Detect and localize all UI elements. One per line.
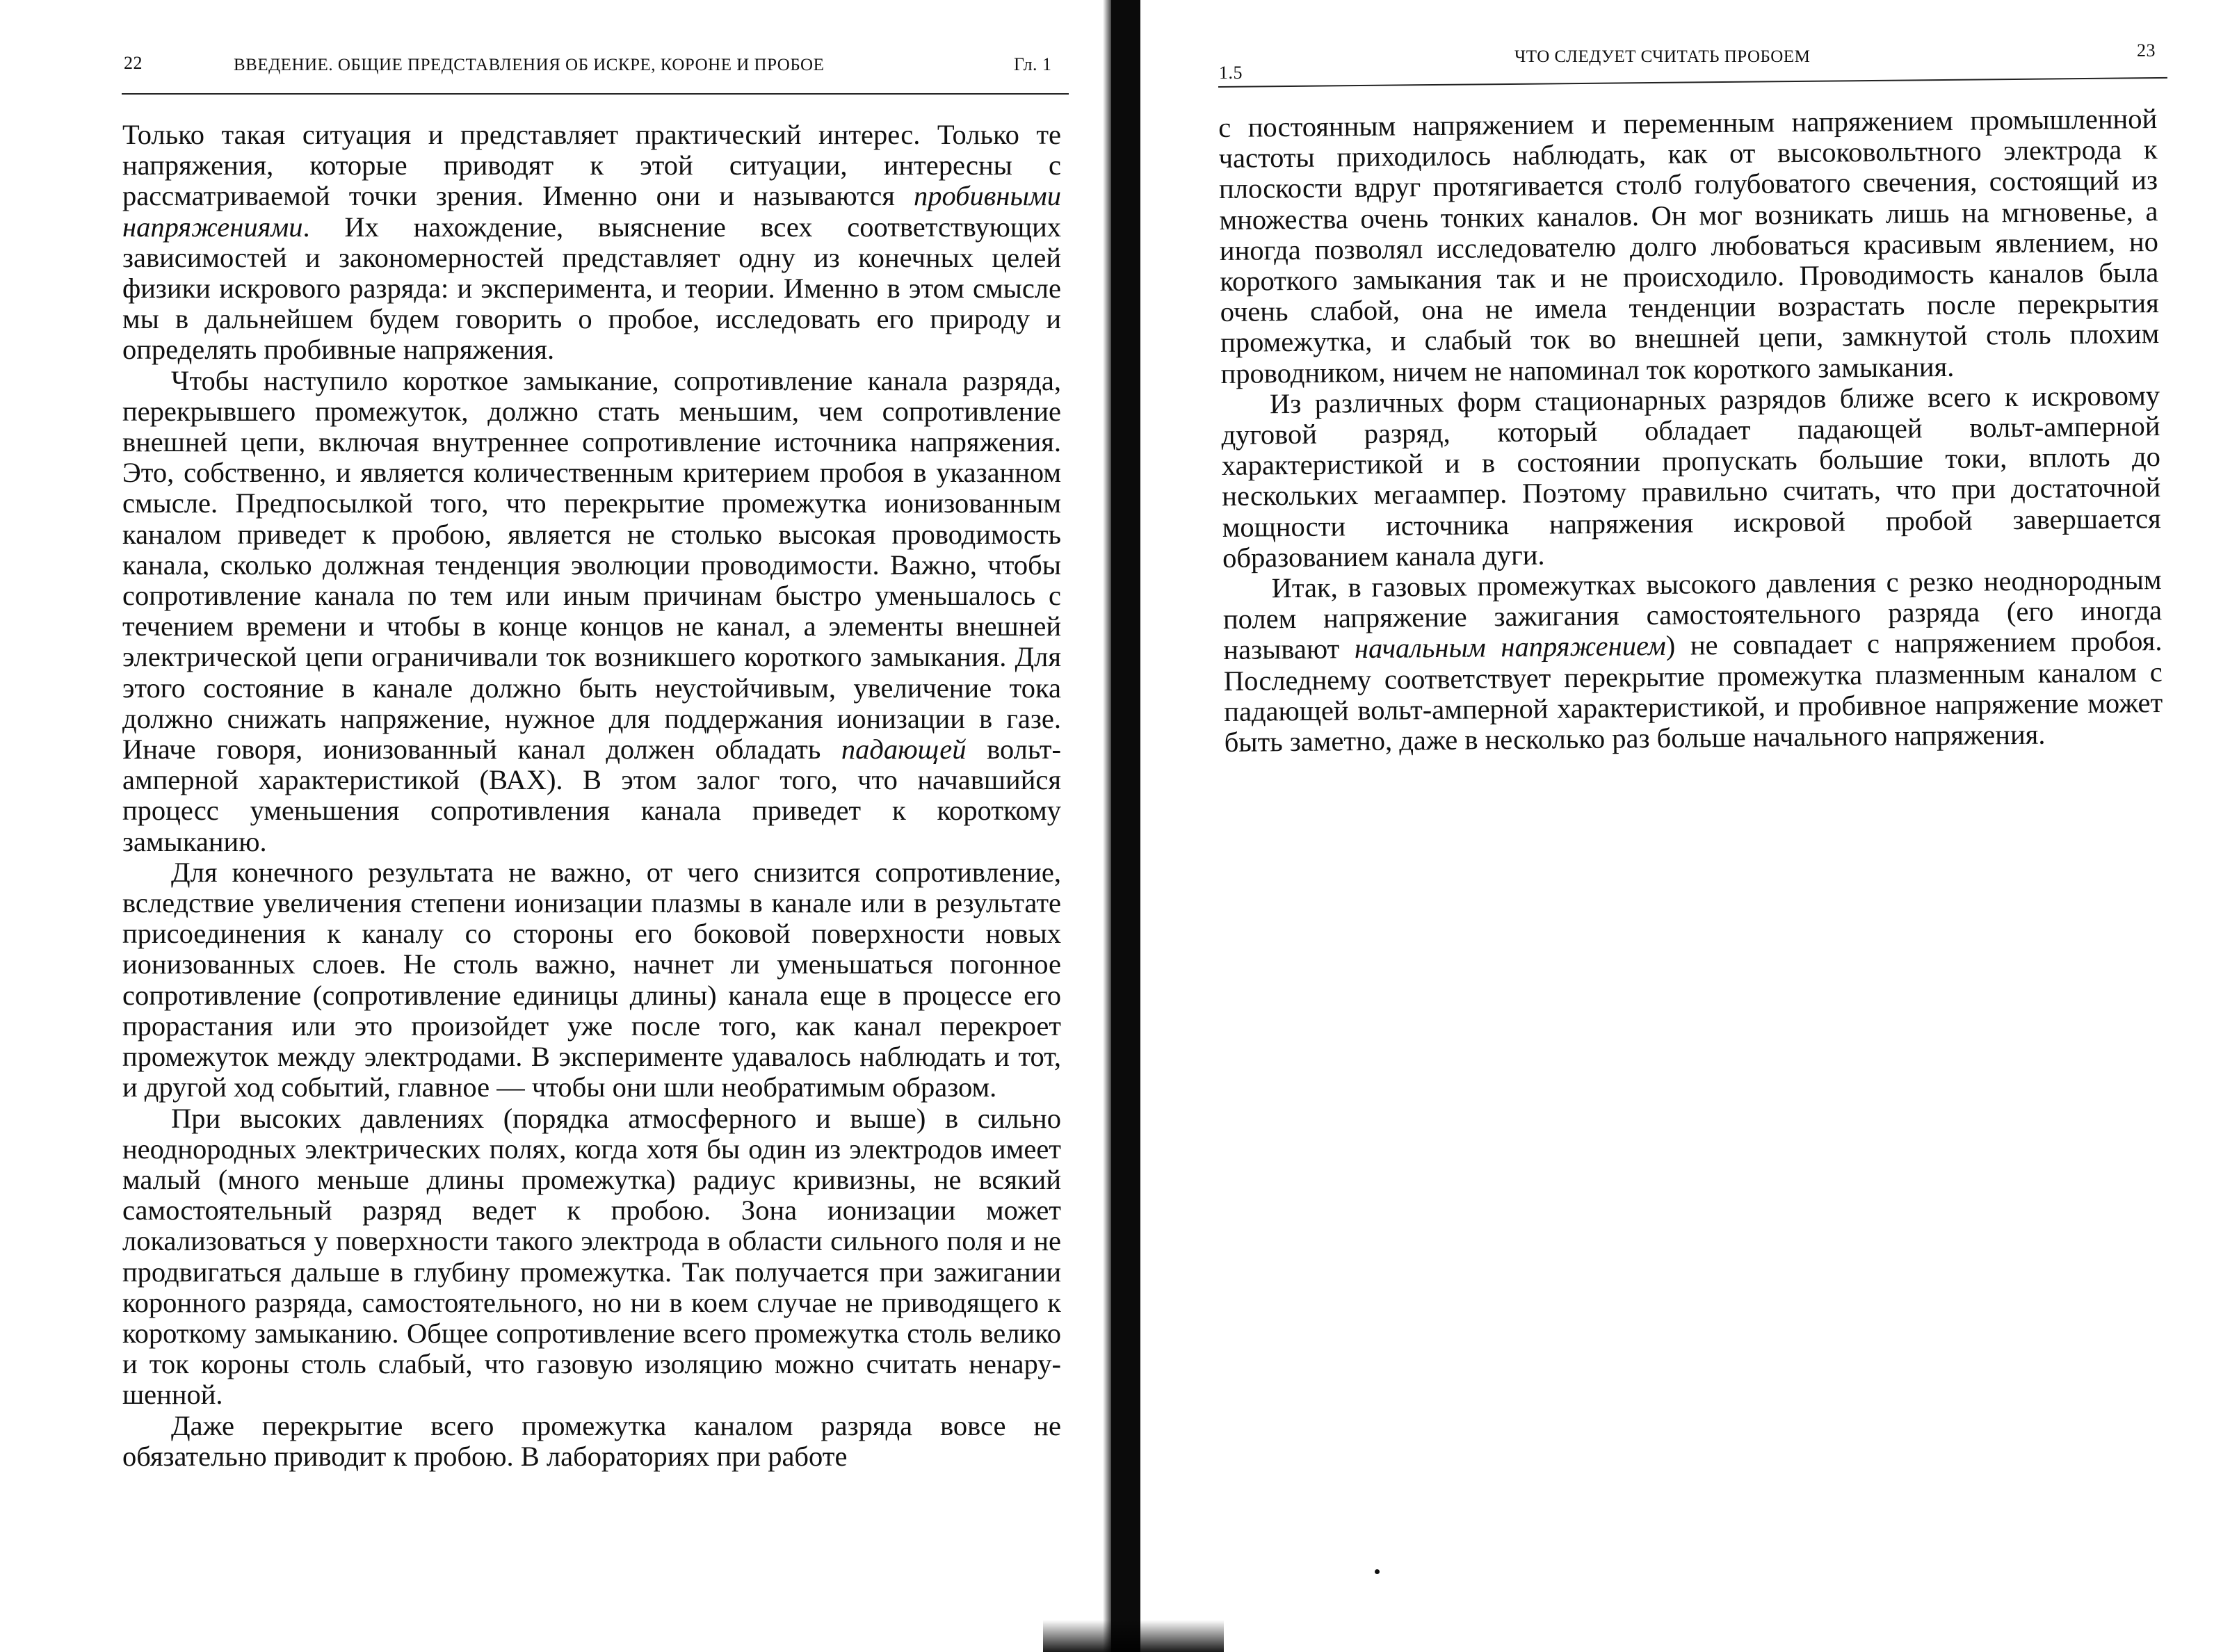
right-section-number: 1.5 xyxy=(1219,63,1243,83)
left-chapter-label: Гл. 1 xyxy=(1014,54,1052,74)
paragraph: с постоянным напряжением и переменным напряжением промышленной частоты приходилось наблюдать, как от высоковольтного электрода к плоскости вдруг протягивается столб голубоватого свечения, состоящий из множества очень тонких каналов. Он мог возникать лишь на мгновенье, а иногда позволял исследователю долго любоваться красивым явлением, но короткого замыкания так и не происходило. Проводимость каналов была очень слабой, она не имела тенденции возрастать после перекрытия промежутка, и слабый ток во внешней цепи, замкнутой столь плохим проводником, ничем не напоминал ток короткого замыкания. xyxy=(1218,103,2160,389)
right-header-rule xyxy=(1218,77,2167,88)
book-spine xyxy=(1111,0,1140,1652)
paragraph: Даже перекрытие всего промежутка каналом разряда вовсе не обязательно приводит к пробою. В лабораториях при работе xyxy=(122,1409,1061,1472)
paragraph: При высоких давлениях (порядка атмосферного и выше) в сильно неоднородных электрических полях, когда хотя бы один из электродов имеет малый (много меньше длины промежутка) радиус кривизны, не всякий самостоятельный разряд ведет к пробою. Зона ионизации может локализоваться у поверхности такого электрода в области сильного поля и не продвигаться дальше в глубину промежутка. Так получается при зажигании коронного разряда, самостоятельного, но ни в коем случае не приводящего к короткому замыканию. Общее сопротивление всего промежутка столь велико и ток короны столь слабый, что газовую изоляцию можно считать ненарушенной. xyxy=(122,1102,1061,1411)
left-running-head: ВВЕДЕНИЕ. ОБЩИЕ ПРЕДСТАВЛЕНИЯ ОБ ИСКРЕ, КОРОНЕ И ПРОБОЕ xyxy=(234,56,825,74)
right-page xyxy=(1140,0,2230,1652)
left-page xyxy=(0,0,1113,1652)
paragraph: Чтобы наступило короткое замыкание, сопротивление канала разряда, перекрывшего промежуток, должно стать меньшим, чем сопротивление внешней цепи, включая внутреннее сопротивление источника напряжения. Это, собственно, и является количественным критерием пробоя в указанном смысле. Предпосылкой того, что перекрытие промежутка ионизованным каналом приведет к пробою, является не столько высокая проводимость канала, сколько должная тенденция эволюции проводимости. Важно, чтобы сопротивление канала по тем или иным причинам быстро уменьшалось с течением времени и чтобы в конце концов не канал, а элементы внешней электрической цепи ограничивали ток возникшего короткого замыкания. Для этого состояние в канале должно быть неустойчивым, увеличение тока должно снижать напряжение, нужное для поддержания ионизации в газе. Иначе говоря, ионизованный канал должен обладать падающей вольт-амперной характеристикой (ВАХ). В этом залог того, что начавшийся процесс уменьшения сопротивления канала приведет к короткому замыканию. xyxy=(122,364,1061,857)
right-page-number: 23 xyxy=(2137,40,2156,60)
paragraph: Итак, в газовых промежутках высокого давления с резко неоднородным полем напряжение зажигания самостоятельного разряда (его иногда называют начальным напряжением) не совпадает с напряжением пробоя. Последнему соответствует перекрытие промежутка плазменным каналом с падающей вольт-амперной характеристикой, и пробивное напряжение может быть заметно, даже в несколько раз больше начального напряжения. xyxy=(1222,564,2163,759)
left-page-number: 22 xyxy=(124,53,143,73)
right-body-text xyxy=(1218,104,2163,758)
paragraph: Для конечного результата не важно, от чего снизится сопротивление, вследствие увеличения степени ионизации плазмы в канале или в результате присоединения к каналу со стороны его боковой поверхности новых ионизованных слоев. Не столь важно, начнет ли уменьшаться погонное сопротивление (сопротивление единицы длины) канала еще в процессе его прорастания или это произойдет уже после того, как канал перекроет промежуток между электродами. В эксперименте удавалось наблюдать и тот, и другой ход событий, главное — чтобы они шли необратимым образом. xyxy=(122,856,1061,1103)
left-body-text xyxy=(122,120,1061,1472)
left-header-rule xyxy=(122,93,1069,95)
right-running-head: ЧТО СЛЕДУЕТ СЧИТАТЬ ПРОБОЕМ xyxy=(1514,47,1811,66)
scan-speck xyxy=(1375,1569,1380,1574)
paragraph: Из различных форм стационарных разрядов ближе всего к искровому дуговой разряд, который обладает падающей вольт-амперной характеристикой и в состоянии пропускать большие токи, вплоть до нескольких мегаампер. Поэтому правильно считать, что при достаточной мощности источника напряжения искровой пробой завершается образованием канала дуги. xyxy=(1221,379,2161,574)
paragraph: Только такая ситуация и представляет практический интерес. Только те напряжения, которые приводят к этой ситуации, интересны с рассматриваемой точки зрения. Именно они и называются пробивными напряжениями. Их нахождение, выяснение всех соответствующих зависимостей и закономерностей представляет одну из конечных целей физики искрового разряда: и эксперимента, и теории. Именно в этом смысле мы в дальнейшем будем говорить о пробое, исследовать его природу и определять пробивные напряжения. xyxy=(122,119,1061,366)
